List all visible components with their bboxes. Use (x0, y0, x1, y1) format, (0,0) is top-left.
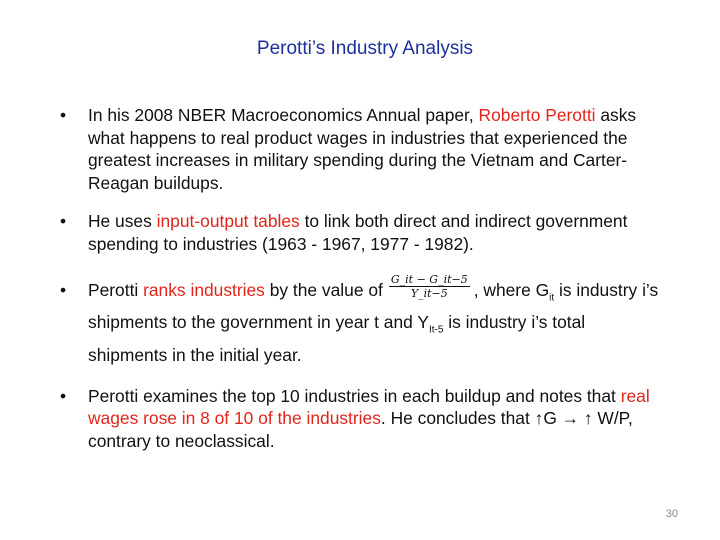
bullet-dot: • (60, 105, 67, 125)
bullet-item-2 (58, 210, 668, 255)
subscript-it-5: It-5 (428, 324, 444, 336)
bullet-3-text-2: by the value of (264, 279, 383, 300)
slide-title: Perotti’s Industry Analysis (256, 38, 474, 59)
bullet-dot: • (60, 211, 67, 232)
bullet-3-text-4: is industry i’s shipments to the government in year t and Y (88, 279, 659, 333)
bullet-2-text-2: to link both direct and indirect government spending to industries (1963 - 1967, 1977 - 1982). (88, 211, 628, 254)
bullet-4-text-1: Perotti examines the top 10 industries in each buildup and notes that (88, 385, 621, 406)
bullet-4-text-2: . He concludes that ↑G → ↑ W/P, contrary to neoclassical. (88, 408, 633, 451)
formula-denominator: Y_it−5 (410, 287, 448, 301)
page-number: 30 (665, 508, 678, 520)
bullet-2-text-1: He uses (88, 211, 157, 232)
bullet-item-4 (58, 385, 668, 453)
bullet-1-text-2: asks what happens to real product wages in industries that experienced the greatest increases in military spending during the Vietnam and Carter-Reagan buildups. (88, 105, 637, 193)
bullet-4-highlight: real wages rose in 8 of 10 of the industries (88, 385, 650, 429)
bullet-list (58, 104, 668, 468)
bullet-1-text-1: In his 2008 NBER Macroeconomics Annual paper, (88, 105, 479, 125)
bullet-1-highlight: Roberto Perotti (478, 105, 596, 125)
ranking-formula (389, 273, 470, 300)
formula-numerator: G_it − G_it−5 (390, 273, 468, 287)
subscript-it: it (549, 292, 555, 304)
bullet-3-text-5: is industry i’s total shipments in the initial year. (88, 312, 586, 365)
bullet-3-highlight: ranks industries (143, 279, 265, 300)
bullet-dot: • (60, 385, 67, 406)
bullet-item-1 (58, 104, 668, 194)
bullet-item-3 (58, 273, 668, 367)
bullet-3-text-1: Perotti (88, 279, 144, 300)
bullet-3-text-3: , where G (473, 279, 550, 300)
bullet-2-highlight: input-output tables (156, 211, 300, 232)
bullet-dot: • (60, 279, 67, 300)
